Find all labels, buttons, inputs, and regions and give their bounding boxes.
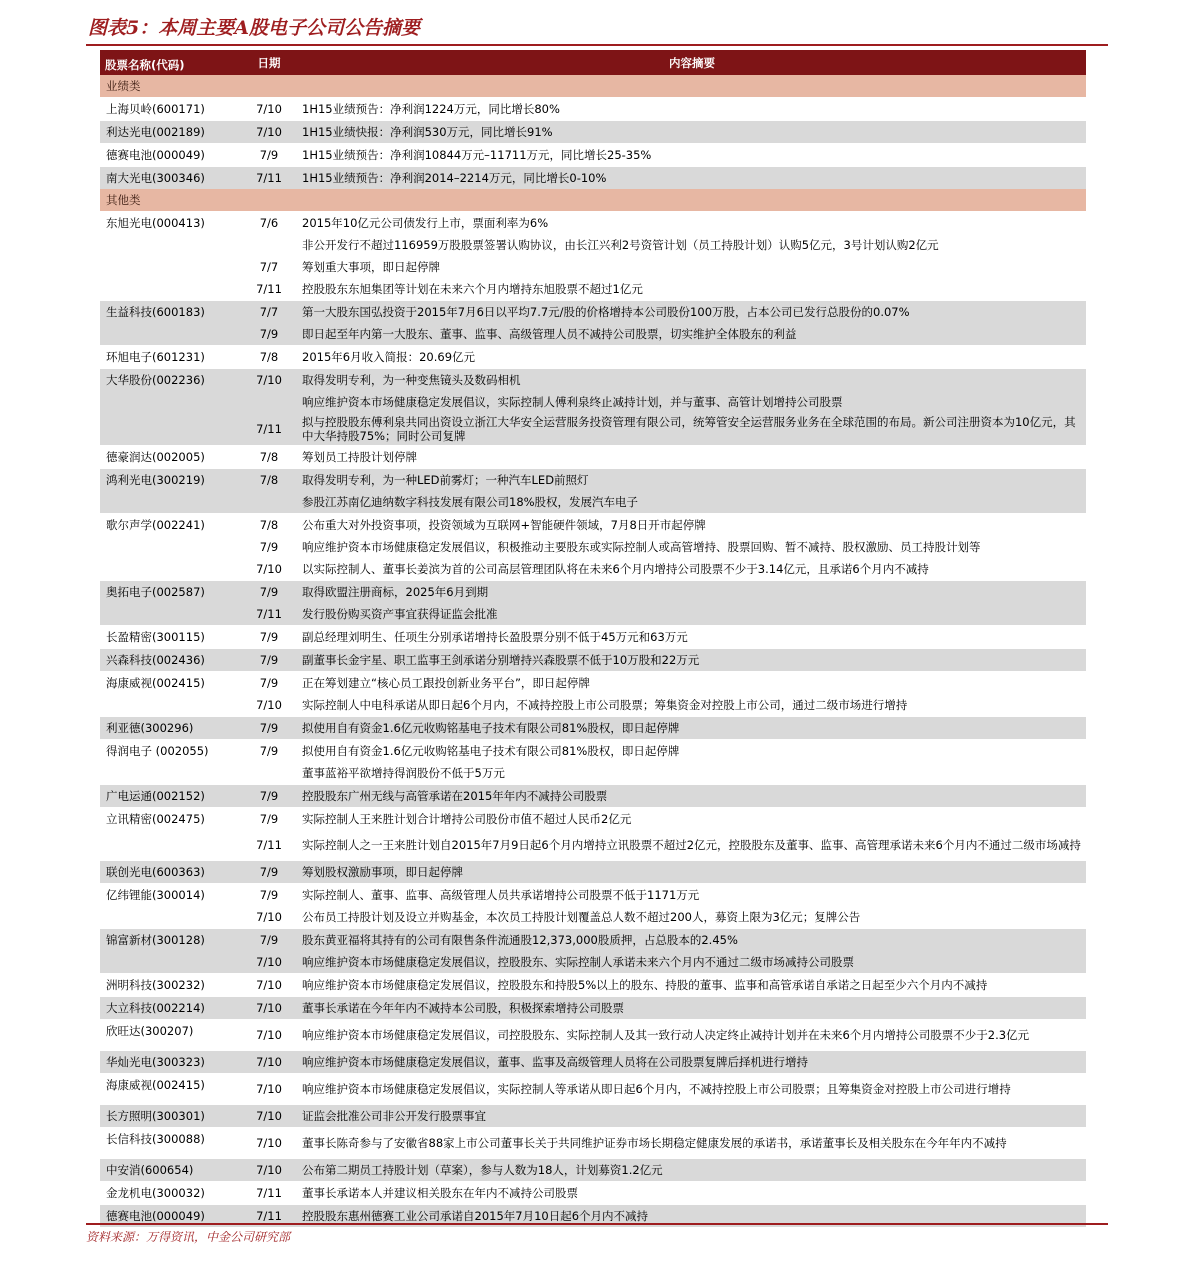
table-row [100,468,1086,513]
announcement-list [238,369,1086,445]
announcement-summary: 公布第二期员工持股计划（草案），参与人数为18人，计划募资1.2亿元 [302,1163,663,1177]
header-date: 日期 [257,55,281,70]
announcement-summary: 响应维护资本市场健康稳定发展倡议，积极推动主要股东或实际控制人或高管增持、股票回购、暂不减持、股权激励、员工持股计划等 [302,540,981,554]
announcement-item [238,234,1086,256]
announcement-date: 7/11 [256,282,282,296]
announcement-summary: 响应维护资本市场健康稳定发展倡议，实际控制人傅利泉终止减持计划，并与董事、高管计划增持公司股票 [302,395,843,409]
announcement-item [238,649,1086,671]
table-row [100,739,1086,784]
announcement-date: 7/10 [256,102,282,116]
announcement-list [238,626,1086,648]
table-row [100,860,1086,883]
table-row [100,671,1086,716]
announcement-summary: 董事蓝裕平欲增持得润股份不低于5万元 [302,766,505,780]
announcement-item [238,740,1086,762]
announcement-date: 7/9 [259,676,279,690]
announcement-item [238,369,1086,391]
announcement-summary: 取得发明专利，为一种变焦镜头及数码相机 [302,373,521,387]
stock-name: 联创光电(600363) [106,865,205,879]
announcement-item [238,1159,1086,1181]
announcement-summary: 实际控制人王来胜计划合计增持公司股份市值不超过人民币2亿元 [302,812,632,826]
announcement-date: 7/10 [256,1082,282,1096]
announcement-summary: 董事长承诺本人并建议相关股东在年内不减持公司股票 [302,1186,578,1200]
source-note: 资料来源：万得资讯，中金公司研究部 [86,1223,1108,1245]
announcement-summary: 发行股份购买资产事宜获得证监会批准 [302,607,498,621]
announcement-summary: 取得欧盟注册商标，2025年6月到期 [302,585,489,599]
announcement-item [238,167,1086,189]
announcement-item [238,278,1086,300]
announcement-list [238,929,1086,973]
announcement-date: 7/10 [256,698,282,712]
stock-name: 长信科技(300088) [106,1132,205,1146]
announcement-date: 7/10 [256,1136,282,1150]
announcement-item [238,1051,1086,1073]
announcement-list [238,212,1086,300]
announcement-date: 7/10 [256,1163,282,1177]
announcement-date: 7/9 [259,327,279,341]
announcement-item [238,98,1086,120]
announcement-list [238,974,1086,996]
announcement-summary: 第一大股东国弘投资于2015年7月6日以平均7.7元/股的价格增持本公司股份100万股，占本公司已发行总股份的0.07% [302,305,910,319]
table-row [100,1127,1086,1158]
table-row [100,120,1086,143]
stock-name: 鸿利光电(300219) [106,473,205,487]
announcement-item [238,391,1086,413]
stock-name: 欣旺达(300207) [106,1024,194,1038]
table-row [100,97,1086,120]
announcement-summary: 1H15业绩预告：净利润10844万元–11711万元，同比增长25-35% [302,148,652,162]
announcement-summary: 即日起至年内第一大股东、董事、监事、高级管理人员不减持公司股票，切实维护全体股东的利益 [302,327,797,341]
announcement-item [238,323,1086,345]
section-label: 其他类 [100,189,1086,211]
announcement-item [238,256,1086,278]
announcement-summary: 拟使用自有资金1.6亿元收购铭基电子技术有限公司81%股权，即日起停牌 [302,721,680,735]
announcement-item [238,762,1086,784]
announcement-item [238,446,1086,468]
announcement-item [238,861,1086,883]
announcement-summary: 实际控制人、董事、监事、高级管理人员共承诺增持公司股票不低于1171万元 [302,888,700,902]
stock-name: 长方照明(300301) [106,1109,205,1123]
announcement-table [100,50,1086,1227]
announcement-item [238,536,1086,558]
table-row [100,1158,1086,1181]
announcement-date: 7/8 [259,450,279,464]
announcement-list [238,144,1086,166]
announcement-summary: 控股股东东旭集团等计划在未来六个月内增持东旭股票不超过1亿元 [302,282,643,296]
announcement-item [238,212,1086,234]
announcement-date: 7/8 [259,518,279,532]
section-label: 业绩类 [100,75,1086,97]
announcement-date: 7/10 [256,1028,282,1042]
announcement-list [238,121,1086,143]
announcement-item [238,694,1086,716]
announcement-date: 7/9 [259,148,279,162]
announcement-list [238,861,1086,883]
table-row [100,973,1086,996]
table-row [100,928,1086,973]
announcement-item [238,997,1086,1019]
announcement-item [238,951,1086,973]
announcement-item [238,346,1086,368]
figure-title-block [86,14,1108,46]
stock-name: 金龙机电(300032) [106,1186,205,1200]
stock-name: 环旭电子(601231) [106,350,205,364]
table-row [100,996,1086,1019]
announcement-date: 7/6 [259,216,279,230]
announcement-summary: 实际控制人之一王来胜计划自2015年7月9日起6个月内增持立讯股票不超过2亿元，控股股东及董事、监事、高管理承诺未来6个月内不通过二级市场减持 [302,838,1081,852]
announcement-list [238,649,1086,671]
announcement-item [238,144,1086,166]
announcement-list [238,581,1086,625]
announcement-list [238,997,1086,1019]
announcement-date: 7/8 [259,350,279,364]
stock-name: 大华股份(002236) [106,373,205,387]
announcement-list [238,1051,1086,1073]
announcement-date: 7/10 [256,978,282,992]
stock-name: 得润电子 (002055) [106,744,209,758]
announcement-summary: 响应维护资本市场健康稳定发展倡议，董事、监事及高级管理人员将在公司股票复牌后择机进行增持 [302,1055,808,1069]
announcement-item [238,906,1086,928]
announcement-date: 7/10 [256,1055,282,1069]
announcement-summary: 取得发明专利，为一种LED前雾灯；一种汽车LED前照灯 [302,473,589,487]
announcement-date: 7/7 [259,305,279,319]
announcement-summary: 1H15业绩预告：净利润1224万元，同比增长80% [302,102,560,116]
table-row [100,1050,1086,1073]
stock-name: 洲明科技(300232) [106,978,205,992]
stock-name: 歌尔声学(002241) [106,518,205,532]
announcement-summary: 筹划股权激励事项，即日起停牌 [302,865,463,879]
announcement-summary: 副总经理刘明生、任项生分别承诺增持长盈股票分别不低于45万元和63万元 [302,630,688,644]
announcement-item [238,785,1086,807]
announcement-item [238,413,1086,445]
announcement-item [238,830,1086,860]
announcement-summary: 证监会批准公司非公开发行股票事宜 [302,1109,486,1123]
table-row [100,211,1086,300]
table-row [100,716,1086,739]
announcement-item [238,1020,1086,1050]
announcement-date: 7/9 [259,630,279,644]
announcement-summary: 参股江苏南亿迪纳数字科技发展有限公司18%股权，发展汽车电子 [302,495,639,509]
announcement-date: 7/11 [256,1186,282,1200]
stock-name: 南大光电(300346) [106,171,205,185]
announcement-item [238,514,1086,536]
stock-name: 生益科技(600183) [106,305,205,319]
header-stock-name: 股票名称(代码) [105,57,185,72]
announcement-list [238,717,1086,739]
stock-name: 广电运通(002152) [106,789,205,803]
announcement-summary: 控股股东惠州德赛工业公司承诺自2015年7月10日起6个月内不减持 [302,1209,649,1223]
table-row [100,143,1086,166]
announcement-list [238,1159,1086,1181]
announcement-summary: 1H15业绩预告：净利润2014–2214万元，同比增长0-10% [302,171,607,185]
announcement-summary: 2015年6月收入简报：20.69亿元 [302,350,476,364]
announcement-list [238,1074,1086,1104]
stock-name: 利亚德(300296) [106,721,194,735]
announcement-summary: 筹划员工持股计划停牌 [302,450,417,464]
stock-name: 利达光电(002189) [106,125,205,139]
table-row [100,445,1086,468]
announcement-item [238,808,1086,830]
table-row [100,1073,1086,1104]
announcement-summary: 董事长承诺在今年年内不减持本公司股，积极探索增持公司股票 [302,1001,624,1015]
announcement-list [238,740,1086,784]
announcement-summary: 2015年10亿元公司债发行上市，票面利率为6% [302,216,549,230]
stock-name: 立讯精密(002475) [106,812,205,826]
announcement-item [238,1128,1086,1158]
announcement-item [238,1074,1086,1104]
announcement-date: 7/11 [256,838,282,852]
table-row [100,300,1086,345]
announcement-summary: 副董事长金宇星、职工监事王剑承诺分别增持兴森股票不低于10万股和22万元 [302,653,700,667]
announcement-item [238,1182,1086,1204]
table-row [100,166,1086,189]
announcement-list [238,346,1086,368]
table-row [100,784,1086,807]
announcement-summary: 股东黄亚福将其持有的公司有限售条件流通股12,373,000股质押，占总股本的2.45% [302,933,738,947]
announcement-date: 7/9 [259,865,279,879]
stock-name: 德豪润达(002005) [106,450,205,464]
announcement-list [238,808,1086,860]
announcement-summary: 响应维护资本市场健康稳定发展倡议，实际控制人等承诺从即日起6个月内，不减持控股上市公司股票；且筹集资金对控股上市公司进行增持 [302,1082,1011,1096]
announcement-date: 7/9 [259,933,279,947]
stock-name: 上海贝岭(600171) [106,102,205,116]
header-content: 内容摘要 [669,55,715,70]
announcement-date: 7/10 [256,562,282,576]
announcement-list [238,446,1086,468]
announcement-date: 7/9 [259,744,279,758]
announcement-list [238,1128,1086,1158]
stock-name: 兴森科技(002436) [106,653,205,667]
announcement-item [238,672,1086,694]
stock-name: 华灿光电(300323) [106,1055,205,1069]
table-row [100,1019,1086,1050]
announcement-date: 7/9 [259,540,279,554]
stock-name: 德赛电池(000049) [106,1209,205,1223]
announcement-item [238,469,1086,491]
announcement-list [238,1105,1086,1127]
announcement-list [238,167,1086,189]
announcement-date: 7/10 [256,1109,282,1123]
announcement-date: 7/10 [256,1001,282,1015]
announcement-item [238,581,1086,603]
table-row [100,513,1086,580]
announcement-item [238,558,1086,580]
table-row [100,883,1086,928]
stock-name: 海康威视(002415) [106,1078,205,1092]
announcement-date: 7/11 [256,422,282,436]
announcement-list [238,785,1086,807]
announcement-date: 7/10 [256,373,282,387]
announcement-item [238,603,1086,625]
announcement-list [238,469,1086,513]
announcement-item [238,491,1086,513]
announcement-list [238,98,1086,120]
title-rule [86,44,1108,46]
table-row [100,580,1086,625]
table-row [100,368,1086,445]
announcement-summary: 以实际控制人、董事长姜滨为首的公司高层管理团队将在未来6个月内增持公司股票不少于3.14亿元，且承诺6个月内不减持 [302,562,929,576]
stock-name: 海康威视(002415) [106,676,205,690]
announcement-date: 7/9 [259,789,279,803]
announcement-item [238,974,1086,996]
stock-name: 东旭光电(000413) [106,216,205,230]
announcement-summary: 公布重大对外投资事项，投资领域为互联网+智能硬件领域，7月8日开市起停牌 [302,518,706,532]
announcement-list [238,1020,1086,1050]
table-row [100,648,1086,671]
announcement-date: 7/9 [259,585,279,599]
announcement-item [238,929,1086,951]
stock-name: 奥拓电子(002587) [106,585,205,599]
table-row [100,1104,1086,1127]
announcement-summary: 1H15业绩快报：净利润530万元，同比增长91% [302,125,553,139]
announcement-summary: 响应维护资本市场健康稳定发展倡议，控股股东和持股5%以上的股东、持股的董事、监事和高管承诺自承诺之日起至少六个月内不减持 [302,978,988,992]
announcement-date: 7/11 [256,1209,282,1223]
announcement-date: 7/11 [256,171,282,185]
announcement-summary: 响应维护资本市场健康稳定发展倡议，控股股东、实际控制人承诺未来六个月内不通过二级市场减持公司股票 [302,955,854,969]
announcement-item [238,301,1086,323]
announcement-summary: 公布员工持股计划及设立并购基金，本次员工持股计划覆盖总人数不超过200人，募资上限为3亿元；复牌公告 [302,910,861,924]
announcement-list [238,884,1086,928]
stock-name: 大立科技(002214) [106,1001,205,1015]
announcement-item [238,717,1086,739]
announcement-summary: 控股股东广州无线与高管承诺在2015年年内不减持公司股票 [302,789,608,803]
announcement-item [238,121,1086,143]
stock-name: 亿纬锂能(300014) [106,888,205,902]
announcement-summary: 正在筹划建立“核心员工跟投创新业务平台”，即日起停牌 [302,676,590,690]
announcement-summary: 响应维护资本市场健康稳定发展倡议，司控股股东、实际控制人及其一致行动人决定终止减持计划并在未来6个月内增持公司股票不少于2.3亿元 [302,1028,1030,1042]
announcement-date: 7/9 [259,812,279,826]
announcement-list [238,301,1086,345]
announcement-date: 7/10 [256,125,282,139]
stock-name: 长盈精密(300115) [106,630,205,644]
table-row [100,807,1086,860]
table-row [100,1181,1086,1204]
figure-title: 图表5：本周主要A股电子公司公告摘要 [88,17,420,39]
stock-name: 德赛电池(000049) [106,148,205,162]
announcement-date: 7/7 [259,260,279,274]
announcement-summary: 实际控制人中电科承诺从即日起6个月内，不减持控股上市公司股票；筹集资金对控股上市公司，通过二级市场进行增持 [302,698,908,712]
announcement-date: 7/10 [256,955,282,969]
announcement-date: 7/11 [256,607,282,621]
announcement-list [238,672,1086,716]
announcement-date: 7/8 [259,473,279,487]
announcement-list [238,514,1086,580]
announcement-item [238,626,1086,648]
announcement-item [238,1105,1086,1127]
announcement-summary: 非公开发行不超过116959万股股票签署认购协议，由长江兴利2号资管计划（员工持股计划）认购5亿元，3号计划认购2亿元 [302,238,939,252]
announcement-date: 7/9 [259,653,279,667]
announcement-list [238,1182,1086,1204]
table-header [100,50,1086,75]
announcement-summary: 拟使用自有资金1.6亿元收购铭基电子技术有限公司81%股权，即日起停牌 [302,744,680,758]
announcement-summary: 筹划重大事项，即日起停牌 [302,260,440,274]
announcement-date: 7/9 [259,888,279,902]
stock-name: 锦富新材(300128) [106,933,205,947]
announcement-item [238,884,1086,906]
table-row [100,625,1086,648]
announcement-summary: 拟与控股股东傅利泉共同出资设立浙江大华安全运营服务投资管理有限公司，统筹管安全运营服务业务在全球范围的布局。新公司注册资本为10亿元，其中大华持股75%；同时公司复牌 [302,415,1076,443]
stock-name: 中安消(600654) [106,1163,194,1177]
announcement-date: 7/9 [259,721,279,735]
table-row [100,345,1086,368]
announcement-summary: 董事长陈奇参与了安徽省88家上市公司董事长关于共同维护证券市场长期稳定健康发展的承诺书，承诺董事长及相关股东在今年年内不减持 [302,1136,1007,1150]
announcement-date: 7/10 [256,910,282,924]
